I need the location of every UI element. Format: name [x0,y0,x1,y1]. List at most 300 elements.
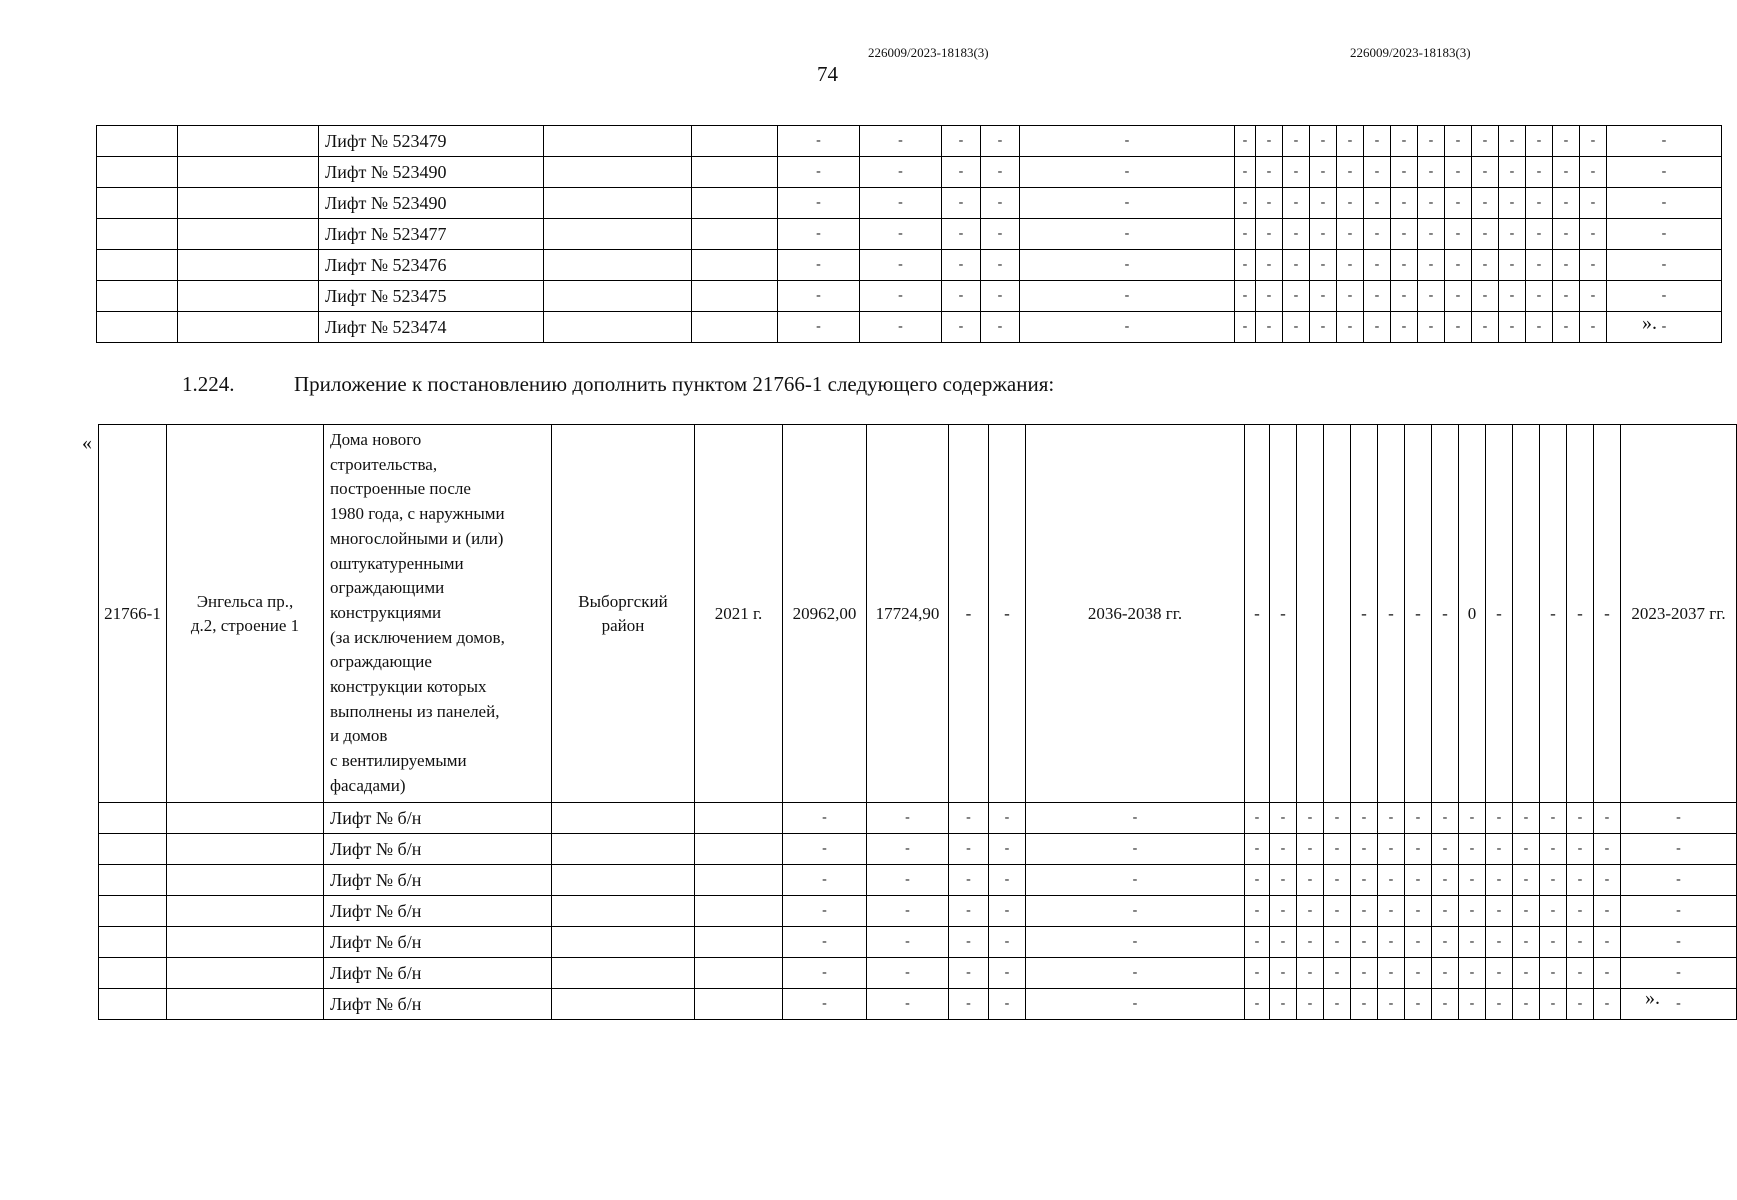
dash-cell: - [778,312,860,343]
dash-cell: - [1459,865,1486,896]
dash-cell: - [1283,126,1310,157]
dash-cell: - [1540,958,1567,989]
dash-cell: - [1297,958,1324,989]
empty-cell [167,803,324,834]
dash-cell: - [1499,281,1526,312]
empty-cell [695,865,783,896]
dash-cell: - [1580,157,1607,188]
lift-name: Лифт № б/н [324,865,552,896]
dash-cell: - [1364,312,1391,343]
lift-name: Лифт № 523476 [319,250,544,281]
lift-name: Лифт № б/н [324,834,552,865]
dash-cell: - [1337,219,1364,250]
dash-cell: - [1283,188,1310,219]
dash-cell: - [1270,958,1297,989]
empty-cell [692,188,778,219]
empty-cell [167,927,324,958]
empty-cell [97,126,178,157]
dash-cell: - [1418,157,1445,188]
dash-cell: - [1553,219,1580,250]
dash-cell: - [1020,219,1235,250]
dash-cell: - [1459,989,1486,1020]
dash-cell: - [1445,126,1472,157]
dash-cell: - [1235,157,1256,188]
dash-cell: - [1540,927,1567,958]
work-cell: - [1540,425,1567,803]
dash-cell: - [1526,281,1553,312]
dash-cell: - [860,219,942,250]
dash-cell: - [860,250,942,281]
work-cell [1513,425,1540,803]
lift-name: Лифт № б/н [324,989,552,1020]
empty-cell [692,219,778,250]
empty-cell [99,803,167,834]
work-cell: - [1351,425,1378,803]
dash-cell: - [949,834,989,865]
document-number-right: 226009/2023-18183(3) [1350,45,1471,60]
dash-cell: - [1245,834,1270,865]
dash-cell: - [1310,281,1337,312]
dash-cell: - [1297,896,1324,927]
dash-cell: - [1256,312,1283,343]
dash-cell: - [1553,250,1580,281]
dash-cell: - [1310,157,1337,188]
dash-cell: - [1472,188,1499,219]
dash-cell: - [1235,219,1256,250]
work-cell: - [1378,425,1405,803]
lift-name: Лифт № 523479 [319,126,544,157]
address-cell: Энгельса пр., д.2, строение 1 [167,425,324,803]
dash-cell: - [1405,865,1432,896]
empty-cell [695,989,783,1020]
dash-cell: - [981,188,1020,219]
dash-cell: - [1526,188,1553,219]
lift-name: Лифт № б/н [324,958,552,989]
dash-cell: - [1459,896,1486,927]
dash-cell: - [1472,250,1499,281]
dash-cell: - [1235,188,1256,219]
dash-cell: - [1351,865,1378,896]
dash-cell: - [1607,219,1722,250]
dash-cell: - [1283,250,1310,281]
dash-cell: - [989,803,1026,834]
table-row [97,157,1722,188]
dash-cell: - [1526,219,1553,250]
dash-cell: - [1513,989,1540,1020]
dash-cell: - [1621,834,1737,865]
dash-cell: - [1351,958,1378,989]
dash-cell: - [1405,958,1432,989]
dash-cell: - [1364,219,1391,250]
dash-cell: - [1486,896,1513,927]
dash-cell: - [1526,126,1553,157]
empty-cell [178,157,319,188]
empty-cell [178,188,319,219]
dash-cell: - [1567,896,1594,927]
dash-cell: - [1607,312,1722,343]
dash-cell: - [1418,281,1445,312]
dash-cell: - [1378,803,1405,834]
dash-cell: - [1270,896,1297,927]
dash-cell: - [1310,188,1337,219]
dash-cell: - [867,989,949,1020]
dash-cell: - [1405,803,1432,834]
building-description: Дома нового строительства, построенные после 1980 года, с наружными многослойными и (или) оштукатуренными ограждающими конструкциями (за исключением домов, ограждающие конструкции которых выполнены из панелей, и домов с вентилируемыми фасадами) [324,425,552,803]
dash-cell: - [783,834,867,865]
dash-cell: - [783,927,867,958]
dash-cell: - [1324,896,1351,927]
dash-cell: - [1445,219,1472,250]
total-area-cell: 20962,00 [783,425,867,803]
dash-cell: - [1324,927,1351,958]
table-row [99,989,1737,1020]
dash-cell: - [1445,188,1472,219]
dash-cell: - [867,927,949,958]
paragraph-text: Приложение к постановлению дополнить пунктом 21766-1 следующего содержания: [294,372,1055,396]
dash-cell: - [1337,281,1364,312]
dash-cell: - [1445,281,1472,312]
dash-cell: - [1459,803,1486,834]
dash-cell: - [1391,312,1418,343]
dash-cell: - [1378,865,1405,896]
empty-cell [167,834,324,865]
table-row [97,188,1722,219]
work-cell [1324,425,1351,803]
dash-cell: - [1594,803,1621,834]
lift-table-continued [96,125,1722,343]
dash-cell: - [1418,312,1445,343]
dash-cell: - [981,281,1020,312]
dash-cell: - [1526,157,1553,188]
dash-cell: - [1245,927,1270,958]
amendment-paragraph [182,372,1054,397]
dash-cell: - [1540,803,1567,834]
dash-cell: - [1378,896,1405,927]
dash-cell: - [783,803,867,834]
dash-cell: - [1324,989,1351,1020]
dash-cell: - [1245,803,1270,834]
dash-cell: - [1297,989,1324,1020]
dash-cell: - [1026,834,1245,865]
dash-cell: - [1310,250,1337,281]
dash-cell: - [1378,958,1405,989]
paragraph-number: 1.224. [182,372,235,396]
dash-cell: - [1553,312,1580,343]
dash-cell: - [1607,157,1722,188]
dash-cell: - [949,958,989,989]
dash-cell: - [1499,219,1526,250]
dash-cell: - [1283,219,1310,250]
table-row [99,927,1737,958]
dash-cell: - [1337,250,1364,281]
dash-cell: - [1499,188,1526,219]
dash-cell: - [1486,989,1513,1020]
dash-cell: - [1607,126,1722,157]
dash-cell: - [1337,126,1364,157]
dash-cell: - [1432,865,1459,896]
dash-cell: - [860,157,942,188]
empty-cell [692,250,778,281]
dash-cell: - [1245,989,1270,1020]
dash-cell: - [1020,281,1235,312]
dash-cell: - [1378,989,1405,1020]
dash-cell: - [1364,188,1391,219]
dash-cell: - [1513,834,1540,865]
dash-cell: - [867,803,949,834]
empty-cell [97,250,178,281]
dash-cell: - [778,281,860,312]
work-cell: - [1270,425,1297,803]
dash-cell: - [942,126,981,157]
dash-cell: - [1513,927,1540,958]
empty-cell [99,989,167,1020]
final-period-cell: 2023-2037 гг. [1621,425,1737,803]
empty-cell [99,896,167,927]
dash-cell: - [949,989,989,1020]
dash-cell: - [1621,927,1737,958]
dash-cell: - [1513,958,1540,989]
dash-cell: - [1310,312,1337,343]
dash-cell: - [860,312,942,343]
empty-cell [99,834,167,865]
dash-cell: - [1405,896,1432,927]
dash-cell: - [1486,865,1513,896]
dash-cell: - [1567,958,1594,989]
empty-cell [695,896,783,927]
dash-cell: - [867,865,949,896]
dash-cell: - [1621,958,1737,989]
dash-cell: - [1472,157,1499,188]
dash-cell: - [1324,958,1351,989]
dash-cell: - [1486,958,1513,989]
dash-cell: - [1553,126,1580,157]
dash-cell: - [1245,865,1270,896]
dash-cell: - [1337,188,1364,219]
dash-cell: - [1513,865,1540,896]
lift-name: Лифт № б/н [324,803,552,834]
dash-cell: - [1364,250,1391,281]
dash-cell: - [981,219,1020,250]
dash-cell: - [1391,219,1418,250]
dash-cell: - [778,188,860,219]
dash-cell: - [1256,126,1283,157]
dash-cell: - [860,188,942,219]
dash-cell: - [1486,927,1513,958]
dash-cell: - [1026,896,1245,927]
work-cell: - [1245,425,1270,803]
dash-cell: - [1256,219,1283,250]
dash-cell: - [1432,927,1459,958]
empty-cell [99,927,167,958]
dash-cell: - [1351,989,1378,1020]
dash-cell: - [1445,250,1472,281]
dash-cell: - [1405,834,1432,865]
dash-cell: - [1351,834,1378,865]
dash-cell: - [1270,865,1297,896]
dash-cell: - [1020,126,1235,157]
empty-cell [552,896,695,927]
dash-cell: - [783,958,867,989]
dash-cell: - [1526,312,1553,343]
dash-cell: - [1607,188,1722,219]
dash-cell: - [1351,927,1378,958]
empty-cell [178,281,319,312]
dash-cell: - [989,896,1026,927]
dash-cell: - [1235,250,1256,281]
table-row [97,312,1722,343]
empty-cell [178,312,319,343]
dash-cell: - [1607,250,1722,281]
dash-cell: - [989,927,1026,958]
dash-cell: - [1324,865,1351,896]
lift-name: Лифт № б/н [324,927,552,958]
dash-cell: - [1553,188,1580,219]
empty-cell [544,188,692,219]
dash-cell: - [1310,126,1337,157]
table-row [99,834,1737,865]
dash-cell: - [1594,989,1621,1020]
dash-cell: - [1283,281,1310,312]
dash-cell: - [1580,281,1607,312]
work-cell: - [1594,425,1621,803]
closing-quote-bottom: ». [1645,987,1660,1009]
dash-cell: - [783,865,867,896]
dash-cell: - [1567,834,1594,865]
dash-cell: - [1621,989,1737,1020]
dash-cell: - [1256,250,1283,281]
dash-cell: - [1499,157,1526,188]
dash-cell: - [860,281,942,312]
table-row [99,958,1737,989]
table-row [97,219,1722,250]
dash-cell: - [1594,865,1621,896]
dash-cell: - [1513,803,1540,834]
dash-cell: - [1540,834,1567,865]
dash-cell: - [949,865,989,896]
document-number-left: 226009/2023-18183(3) [868,45,989,60]
empty-cell [695,958,783,989]
dash-cell: - [1621,803,1737,834]
empty-cell [692,157,778,188]
dash-cell: - [1432,896,1459,927]
dash-cell: - [1621,896,1737,927]
empty-cell [552,989,695,1020]
dash-cell: - [1020,157,1235,188]
dash-cell: - [1567,989,1594,1020]
empty-cell [167,989,324,1020]
empty-cell [544,157,692,188]
dash-cell: - [1418,188,1445,219]
dash-cell: - [1472,219,1499,250]
empty-cell [695,834,783,865]
table-row [97,250,1722,281]
dash-cell: - [1245,958,1270,989]
empty-cell [178,250,319,281]
dash-cell: - [1283,312,1310,343]
empty-cell [99,865,167,896]
dash-cell: - [1567,865,1594,896]
dash-cell: - [949,896,989,927]
empty-cell [544,281,692,312]
dash-cell: - [1337,157,1364,188]
dash-cell: - [1391,188,1418,219]
empty-cell [97,188,178,219]
work-cell [1297,425,1324,803]
district-cell: Выборгский район [552,425,695,803]
empty-cell [544,250,692,281]
dash-cell: - [1499,250,1526,281]
dash-cell: - [1324,834,1351,865]
dash-cell: - [1297,865,1324,896]
empty-cell [552,803,695,834]
dash-cell: - [1310,219,1337,250]
closing-quote-top: ». [1642,312,1657,334]
dash-cell: - [1020,312,1235,343]
dash-cell: - [1026,958,1245,989]
dash-cell: - [1256,188,1283,219]
dash-cell: - [942,312,981,343]
dash-cell: - [1270,989,1297,1020]
dash-cell: - [1594,834,1621,865]
dash-cell: - [1270,927,1297,958]
dash-cell: - [1472,126,1499,157]
dash-cell: - [1297,927,1324,958]
dash-cell: - [1418,126,1445,157]
dash-cell: - [1297,803,1324,834]
lift-name: Лифт № б/н [324,896,552,927]
dash-cell: - [1459,927,1486,958]
dash-cell: - [1621,865,1737,896]
empty-cell [552,958,695,989]
empty-cell [544,219,692,250]
dash-cell: - [942,188,981,219]
dash-cell: - [1245,896,1270,927]
dash-cell: - [1391,250,1418,281]
dash-cell: - [1432,803,1459,834]
dash-cell: - [1235,281,1256,312]
dash-cell: - [1337,312,1364,343]
dash-cell: - [981,157,1020,188]
value-cell-1: - [949,425,989,803]
dash-cell: - [1026,803,1245,834]
lift-name: Лифт № 523474 [319,312,544,343]
empty-cell [178,126,319,157]
dash-cell: - [1459,834,1486,865]
work-cell: - [1432,425,1459,803]
dash-cell: - [778,250,860,281]
dash-cell: - [867,896,949,927]
dash-cell: - [1540,865,1567,896]
table-row [99,803,1737,834]
dash-cell: - [1020,188,1235,219]
dash-cell: - [1607,281,1722,312]
dash-cell: - [1432,834,1459,865]
dash-cell: - [1472,312,1499,343]
dash-cell: - [1270,803,1297,834]
lift-name: Лифт № 523475 [319,281,544,312]
dash-cell: - [1351,896,1378,927]
dash-cell: - [783,896,867,927]
value-cell-2: - [989,425,1026,803]
dash-cell: - [1256,157,1283,188]
dash-cell: - [1020,250,1235,281]
dash-cell: - [1553,281,1580,312]
dash-cell: - [860,126,942,157]
dash-cell: - [1445,157,1472,188]
empty-cell [544,126,692,157]
dash-cell: - [1594,927,1621,958]
dash-cell: - [1486,803,1513,834]
